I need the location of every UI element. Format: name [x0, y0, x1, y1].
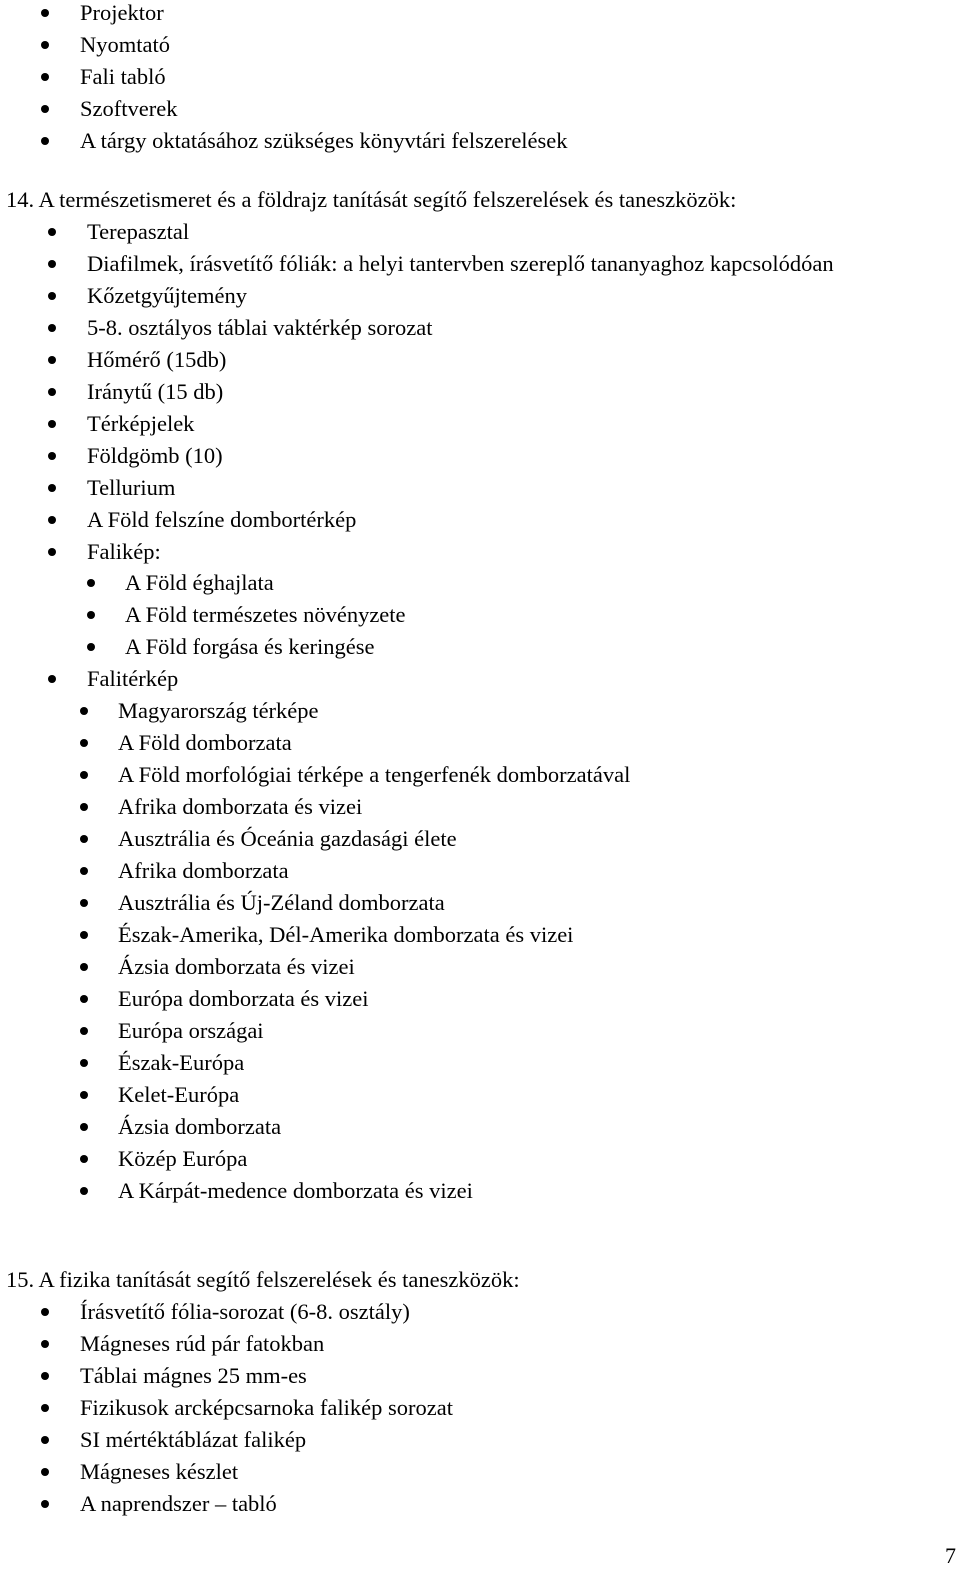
list-item-text: Tellurium	[87, 474, 176, 500]
list-item-text: Falikép:	[87, 538, 161, 564]
bullet-icon	[80, 803, 88, 811]
list-item-text: A Föld felszíne dombortérkép	[87, 506, 357, 532]
bullet-icon	[80, 899, 88, 907]
bullet-icon	[41, 1404, 49, 1412]
list-item-text: Ausztrália és Óceánia gazdasági élete	[118, 826, 457, 852]
bullet-icon	[48, 356, 56, 364]
bullet-icon	[80, 1123, 88, 1131]
bullet-icon	[80, 867, 88, 875]
bullet-icon	[41, 1308, 49, 1316]
list-item-text: A Föld morfológiai térképe a tengerfenék domborzatával	[118, 762, 631, 788]
list-item-text: Nyomtató	[80, 31, 170, 57]
bullet-icon	[48, 228, 56, 236]
list-item-text: Terepasztal	[87, 219, 190, 244]
list-item-text: Írásvetítő fólia-sorozat (6-8. osztály)	[80, 1299, 410, 1324]
bullet-icon	[48, 420, 56, 428]
list-item-text: Mágneses rúd pár fatokban	[80, 1330, 325, 1356]
bullet-icon	[41, 1372, 49, 1380]
bullet-icon	[41, 1500, 49, 1508]
list-item-text: Mágneses készlet	[80, 1458, 239, 1484]
bullet-icon	[41, 1468, 49, 1476]
list-item-text: Hőmérő (15db)	[87, 346, 227, 372]
page-number: 7	[945, 1543, 956, 1568]
list-item-text: Projektor	[80, 0, 164, 25]
list-item-text: Ázsia domborzata és vizei	[118, 953, 355, 979]
bullet-icon	[87, 579, 95, 587]
bullet-icon	[41, 1436, 49, 1444]
list-item-text: Kelet-Európa	[118, 1081, 240, 1107]
list-item-text: Fali tabló	[80, 63, 166, 89]
bullet-icon	[80, 931, 88, 939]
bullet-icon	[80, 771, 88, 779]
bullet-icon	[80, 1059, 88, 1067]
list-item-text: Észak-Európa	[118, 1049, 245, 1075]
bullet-icon	[41, 137, 49, 145]
bullet-icon	[48, 388, 56, 396]
bullet-icon	[80, 963, 88, 971]
bullet-icon	[80, 1027, 88, 1035]
list-item-text: A naprendszer – tabló	[80, 1490, 277, 1516]
list-item-text: Földgömb (10)	[87, 442, 223, 468]
section-14-heading: 14. A természetismeret és a földrajz tanítását segítő felszerelések és taneszközök:	[6, 187, 737, 212]
bullet-icon	[48, 324, 56, 332]
bullet-icon	[87, 611, 95, 619]
list-item-text: Ázsia domborzata	[118, 1113, 282, 1139]
list-item-text: Európa országai	[118, 1017, 264, 1043]
bullet-icon	[41, 1340, 49, 1348]
bullet-icon	[48, 260, 56, 268]
list-item-text: Térképjelek	[87, 410, 195, 436]
list-item-text: A Föld domborzata	[118, 730, 292, 756]
list-item-text: A Kárpát-medence domborzata és vizei	[118, 1177, 473, 1203]
list-item-text: Falitérkép	[87, 666, 179, 692]
bullet-icon	[41, 41, 49, 49]
list-item-text: A Föld forgása és keringése	[125, 634, 375, 660]
list-item-text: Európa domborzata és vizei	[118, 985, 369, 1011]
bullet-icon	[41, 105, 49, 113]
bullet-icon	[41, 73, 49, 81]
bullet-icon	[80, 835, 88, 843]
bullet-icon	[48, 675, 56, 683]
list-item-text: A Föld éghajlata	[125, 570, 274, 596]
bullet-icon	[41, 9, 49, 17]
list-item-text: Közép Európa	[118, 1145, 248, 1171]
bullet-icon	[80, 707, 88, 715]
bullet-icon	[87, 643, 95, 651]
list-item-text: Ausztrália és Új-Zéland domborzata	[118, 889, 445, 915]
list-item-text: Iránytű (15 db)	[87, 378, 224, 404]
bullet-icon	[80, 995, 88, 1003]
list-item-text: Fizikusok arcképcsarnoka falikép sorozat	[80, 1394, 453, 1420]
bullet-icon	[48, 548, 56, 556]
bullet-icon	[48, 292, 56, 300]
bullet-icon	[80, 739, 88, 747]
list-item-text: A Föld természetes növényzete	[125, 602, 406, 628]
list-item-text: Diafilmek, írásvetítő fóliák: a helyi tantervben szereplő tananyaghoz kapcsolódóan	[87, 250, 834, 276]
bullet-icon	[48, 516, 56, 524]
list-item-text: Afrika domborzata	[118, 858, 289, 883]
list-item-text: Táblai mágnes 25 mm-es	[80, 1362, 307, 1388]
list-item-text: SI mértéktáblázat falikép	[80, 1426, 307, 1452]
bullet-icon	[48, 484, 56, 492]
bullet-icon	[80, 1155, 88, 1163]
list-item-text: A tárgy oktatásához szükséges könyvtári felszerelések	[80, 127, 568, 153]
list-item-text: Afrika domborzata és vizei	[118, 794, 363, 820]
bullet-icon	[48, 452, 56, 460]
list-item-text: Magyarország térképe	[118, 698, 319, 724]
section-15-heading: 15. A fizika tanítását segítő felszerelések és taneszközök:	[6, 1267, 520, 1292]
list-item-text: Észak-Amerika, Dél-Amerika domborzata és vizei	[118, 921, 574, 947]
bullet-icon	[80, 1187, 88, 1195]
list-item-text: Kőzetgyűjtemény	[87, 282, 247, 308]
list-item-text: 5-8. osztályos táblai vaktérkép sorozat	[87, 314, 433, 340]
bullet-icon	[80, 1091, 88, 1099]
list-item-text: Szoftverek	[80, 95, 178, 121]
